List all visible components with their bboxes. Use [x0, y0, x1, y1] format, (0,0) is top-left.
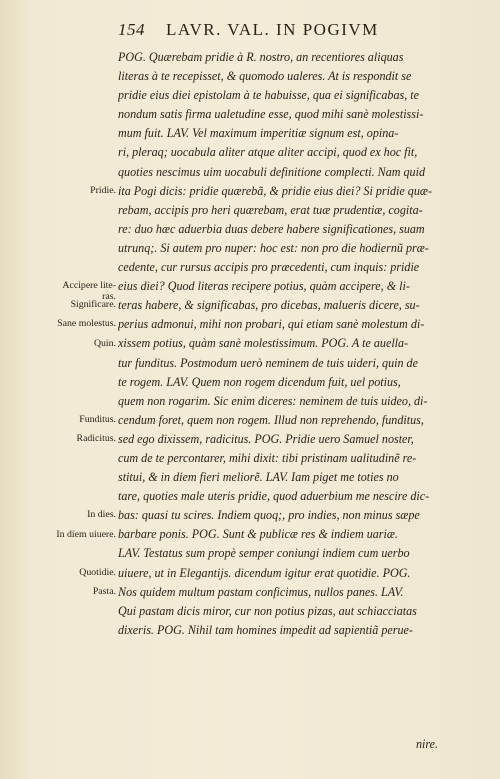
text-line: sed ego dixissem, radicitus. POG. Pridie uero Samuel noster,	[118, 431, 414, 446]
margin-note-line: Radicitus.	[76, 433, 116, 444]
text-line: perius admonui, mihi non probari, qui etiam sanè molestum di-	[118, 317, 425, 332]
text-line: uiuere, ut in Elegantijs. dicendum igitur erat quotidie. POG.	[118, 565, 411, 580]
margin-note	[79, 568, 116, 579]
margin-note-line: Pridie.	[90, 184, 116, 196]
margin-note	[71, 300, 116, 311]
body-text	[118, 48, 460, 640]
text-line: ita Pogi dicis: pridie quærebã, & pridie eius diei? Si pridie quæ-	[118, 183, 432, 198]
page-header	[118, 20, 438, 42]
text-line: ri, pleraq; uocabula aliter atque aliter accipi, quod ex hoc fit,	[118, 145, 418, 160]
margin-note	[90, 186, 116, 197]
text-line: Qui pastam dicis miror, cur non potius pizas, aut schiacciatas	[118, 603, 417, 618]
running-head: LAVR. VAL. IN POGIVM	[166, 20, 379, 39]
text-line: literas à te recepisset, & quomodo ualeres. At is respondit se	[118, 69, 412, 84]
text-line: eius diei? Quod literas recipere potius, quàm accipere, & li-	[118, 279, 410, 294]
text-line: tare, quoties male uteris pridie, quod aduerbium me nescire dic-	[118, 489, 430, 504]
text-line: barbare ponis. POG. Sunt & publicæ res & indiem uariæ.	[118, 527, 398, 542]
margin-note-line: Significare.	[70, 299, 116, 311]
margin-note-line: Funditus.	[79, 413, 116, 425]
text-line: stitui, & in diem fieri meliorẽ. LAV. Iam piget me toties no	[118, 470, 399, 485]
text-line: cendum foret, quem non rogem. Illud non reprehendo, funditus,	[118, 412, 424, 427]
margin-note	[57, 319, 116, 330]
margin-note-line: Quotidie.	[79, 566, 116, 578]
margin-note-line: Pasta.	[92, 585, 116, 597]
margin-note	[87, 510, 116, 521]
margin-note	[94, 339, 116, 350]
text-line: POG. Quærebam pridie à R. nostro, an recentiores aliquas	[118, 50, 404, 64]
margin-note	[79, 415, 116, 426]
text-line: te rogem. LAV. Quem non rogem dicendum fuit, uel potius,	[118, 374, 401, 389]
text-line: LAV. Testatus sum propè semper coniungi indiem cum uerbo	[118, 546, 410, 561]
margin-note-line: Quin.	[93, 337, 116, 349]
page-number: 154	[118, 20, 145, 39]
margin-note-line: Accipere lite-	[62, 280, 116, 292]
text-line: teras habere, & significabas, pro dicebas, malueris dicere, su-	[118, 298, 420, 313]
text-line: mum fuit. LAV. Vel maximum imperitiæ signum est, opina-	[118, 126, 399, 141]
margin-notes	[34, 0, 116, 779]
text-line: pridie eius diei epistolam à te habuisse, qua ei significabas, te	[118, 88, 419, 103]
text-line: quoties nescimus uim uocabuli definitione complecti. Nam quid	[118, 164, 426, 179]
text-line: re: duo hæc aduerbia duas debere habere significationes, suam	[118, 221, 425, 236]
margin-note-line: ras.	[102, 290, 116, 302]
margin-note-line: Sane molestus.	[57, 318, 116, 330]
text-line: dixeris. POG. Nihil tam homines impedit ad sapientiã perue-	[118, 622, 413, 637]
text-line: nondum satis firma ualetudine esse, quod mihi sanè molestissi-	[118, 107, 424, 122]
text-line: cum de te percontarer, mihi dixit: tibi pristinam ualitudinẽ re-	[118, 450, 417, 465]
text-line: tur funditus. Postmodum uerò neminem de tuis uideri, quin de	[118, 355, 418, 370]
margin-note-line: In diem uiuere.	[56, 528, 116, 540]
text-line: cedente, cur rursus accipis pro præcedenti, cum inquis: pridie	[118, 260, 420, 275]
text-line: rebam, accipis pro heri quærebam, erat tuæ prudentiæ, cogita-	[118, 202, 423, 217]
margin-note-line: In dies.	[87, 509, 116, 521]
catchword: nire.	[416, 737, 439, 751]
text-line: utrunq;. Si autem pro nuper: hoc est: non pro die hodiernũ præ-	[118, 240, 429, 255]
text-line: quem non rogarim. Sic enim diceres: neminem de tuis uideo, di-	[118, 393, 428, 408]
margin-note	[93, 587, 116, 598]
text-line: bas: quasi tu scires. Indiem quoq;, pro indies, non minus sæpe	[118, 508, 420, 523]
text-line: Nos quidem multum pastam conficimus, nullos panes. LAV.	[118, 584, 404, 599]
text-line: xissem potius, quàm sanè molestissimum. POG. A te auella-	[118, 336, 409, 351]
margin-note	[56, 530, 116, 541]
margin-note	[77, 434, 116, 445]
